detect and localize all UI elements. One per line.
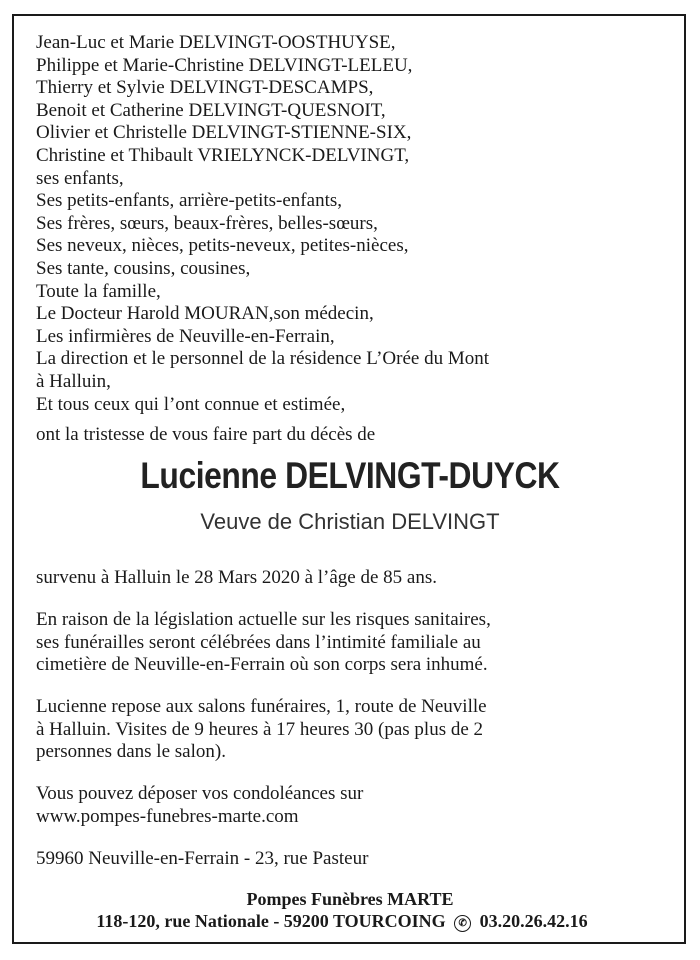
family-line: Olivier et Christelle DELVINGT-STIENNE-SIX,: [36, 122, 412, 144]
rest-line: personnes dans le salon).: [36, 741, 226, 763]
family-list: [36, 32, 489, 416]
funeral-home-contact: [0, 910, 692, 932]
family-line: Les infirmières de Neuville-en-Ferrain,: [36, 325, 335, 347]
condolences-paragraph: [36, 783, 676, 828]
family-line: Ses neveux, nièces, petits-neveux, petites-nièces,: [36, 235, 409, 257]
condolences-url[interactable]: www.pompes-funebres-marte.com: [36, 805, 299, 827]
family-line: Le Docteur Harold MOURAN,son médecin,: [36, 303, 374, 325]
funeral-home-phone: 03.20.26.42.16: [479, 911, 588, 931]
family-line: à Halluin,: [36, 370, 111, 392]
legislation-line: En raison de la législation actuelle sur les risques sanitaires,: [36, 609, 491, 630]
rest-line: à Halluin. Visites de 9 heures à 17 heures 30 (pas plus de 2: [36, 718, 484, 740]
funeral-home-name: Pompes Funèbres MARTE: [246, 889, 454, 909]
family-line: Ses frères, sœurs, beaux-frères, belles-sœurs,: [36, 212, 378, 234]
widow-of-line: Veuve de Christian DELVINGT: [200, 509, 500, 534]
family-line: Benoit et Catherine DELVINGT-QUESNOIT,: [36, 99, 386, 121]
family-line: Toute la famille,: [36, 280, 161, 302]
legislation-paragraph: [36, 609, 676, 677]
family-line: Thierry et Sylvie DELVINGT-DESCAMPS,: [36, 77, 374, 99]
phone-icon: ✆: [454, 915, 471, 932]
rest-line: Lucienne repose aux salons funéraires, 1, route de Neuville: [36, 696, 487, 717]
family-line: La direction et le personnel de la résidence L’Orée du Mont: [36, 348, 490, 370]
home-address-line: 59960 Neuville-en-Ferrain - 23, rue Pasteur: [36, 848, 369, 869]
family-line: Philippe et Marie-Christine DELVINGT-LELEU,: [36, 54, 413, 76]
condolences-line: Vous pouvez déposer vos condoléances sur: [36, 783, 364, 804]
family-line: Christine et Thibault VRIELYNCK-DELVINGT,: [36, 144, 410, 166]
family-line: Ses petits-enfants, arrière-petits-enfants,: [36, 190, 342, 212]
deceased-name: Lucienne DELVINGT-DUYCK: [140, 455, 560, 496]
legislation-line: cimetière de Neuville-en-Ferrain où son corps sera inhumé.: [36, 654, 488, 676]
death-notice-line: survenu à Halluin le 28 Mars 2020 à l’âge de 85 ans.: [36, 567, 438, 588]
rest-paragraph: [36, 696, 676, 764]
home-address: [36, 848, 676, 871]
death-notice: [36, 567, 676, 590]
intro-sentence: ont la tristesse de vous faire part du décès de: [36, 424, 376, 445]
legislation-line: ses funérailles seront célébrées dans l’intimité familiale au: [36, 631, 481, 653]
funeral-home-address: 118-120, rue Nationale - 59200 TOURCOING: [96, 911, 446, 931]
family-line: Jean-Luc et Marie DELVINGT-OOSTHUYSE,: [36, 32, 396, 53]
family-line: Ses tante, cousins, cousines,: [36, 257, 251, 279]
family-line: Et tous ceux qui l’ont connue et estimée,: [36, 393, 346, 415]
family-line: ses enfants,: [36, 167, 124, 189]
